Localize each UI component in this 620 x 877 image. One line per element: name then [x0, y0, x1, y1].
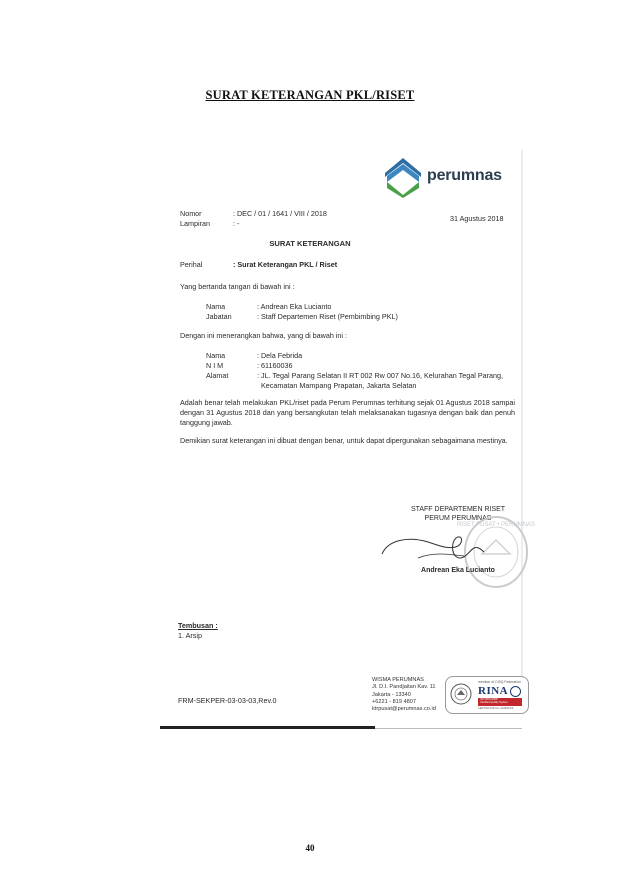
student-nim-label: N I M — [206, 361, 224, 370]
address-line: Jl. D.I. Pandjaitan Kav. 11 — [372, 684, 436, 691]
nomor-value: : DEC / 01 / 1641 / VIII / 2018 — [233, 209, 327, 218]
logo-wordmark: perumnas — [427, 167, 502, 184]
certification-badge — [445, 676, 529, 714]
perihal-value: : Surat Keterangan PKL / Riset — [233, 260, 338, 269]
page-number: 40 — [305, 843, 315, 853]
cert-sub2: Certified Quality System — [480, 701, 508, 705]
student-nama-label: Nama — [206, 351, 226, 360]
stamp-text: RISET PUSAT • PERUMNAS — [456, 522, 536, 528]
scan-edge-bottom — [160, 726, 375, 729]
tembusan-item: 1. Arsip — [178, 631, 202, 640]
body-paragraph: Adalah benar telah melakukan PKL/riset pada Perum Perumnas terhitung sejak 01 Agustus 2018 sampai dengan 31 Agustus 2018 dan yang bersangkutan telah melaksanakan tugasnya dengan baik dan penuh tanggung jawab. — [180, 398, 515, 428]
signature-position-line1: STAFF DEPARTEMEN RISET — [410, 506, 506, 513]
cert-brand: RINA — [478, 685, 509, 697]
signature-position-line2: PERUM PERUMNAS — [424, 515, 492, 522]
scan-edge-bottom-light — [375, 728, 522, 729]
lampiran-value: : - — [233, 219, 240, 228]
cert-number: CERTIFICATE No. 21390/14/S — [478, 707, 514, 710]
perumnas-house-logo-icon — [381, 155, 425, 199]
address-line: ktrpusat@perumnas.co.id — [372, 706, 436, 713]
form-code: FRM-SEKPER-03-03-03,Rev.0 — [178, 696, 277, 705]
handwritten-signature — [378, 528, 488, 568]
signatory-nama-value: : Andrean Eka Lucianto — [257, 302, 332, 311]
perihal-label: Perihal — [180, 260, 203, 269]
signatory-nama-label: Nama — [206, 302, 226, 311]
cert-header: member of CISQ Federation — [478, 680, 521, 684]
student-alamat-label: Alamat — [206, 371, 229, 380]
iso-seal-icon — [450, 683, 472, 705]
address-line: +6221 - 819 4807 — [372, 698, 417, 705]
closing-paragraph: Demikian surat keterangan ini dibuat dengan benar, untuk dapat dipergunakan sebagaimana mestinya. — [180, 436, 508, 445]
nomor-label: Nomor — [180, 209, 202, 218]
student-alamat-line2: Kecamatan Mampang Prapatan, Jakarta Selatan — [261, 381, 417, 390]
cert-red-band — [478, 698, 522, 706]
student-nama-value: : Dela Febrida — [257, 351, 303, 360]
address-line: Jakarta - 13340 — [372, 691, 411, 698]
letter-heading: SURAT KETERANGAN — [269, 239, 351, 248]
letter-date: 31 Agustus 2018 — [450, 214, 504, 223]
tembusan-label: Tembusan : — [178, 621, 218, 630]
statement-intro: Dengan ini menerangkan bahwa, yang di bawah ini : — [180, 331, 348, 340]
footer-address — [372, 677, 436, 713]
cert-mark-icon — [510, 686, 521, 697]
signature-name: Andrean Eka Lucianto — [421, 567, 495, 574]
scanned-letter — [160, 140, 522, 730]
address-line: WISMA PERUMNAS — [372, 677, 424, 683]
page-title: SURAT KETERANGAN PKL/RISET — [205, 88, 415, 102]
scan-edge-right — [521, 150, 523, 710]
signatory-jabatan-label: Jabatan — [206, 312, 232, 321]
lampiran-label: Lampiran — [180, 219, 210, 228]
student-nim-value: : 61160036 — [257, 361, 293, 370]
signatory-jabatan-value: : Staff Departemen Riset (Pembimbing PKL) — [257, 312, 398, 321]
cert-sub1: ISO 9001:2008 — [480, 698, 498, 701]
intro-text: Yang bertanda tangan di bawah ini : — [180, 282, 295, 291]
student-alamat-line1: : JL. Tegal Parang Selatan II RT 002 Rw 007 No.16, Kelurahan Tegal Parang, — [257, 371, 503, 380]
